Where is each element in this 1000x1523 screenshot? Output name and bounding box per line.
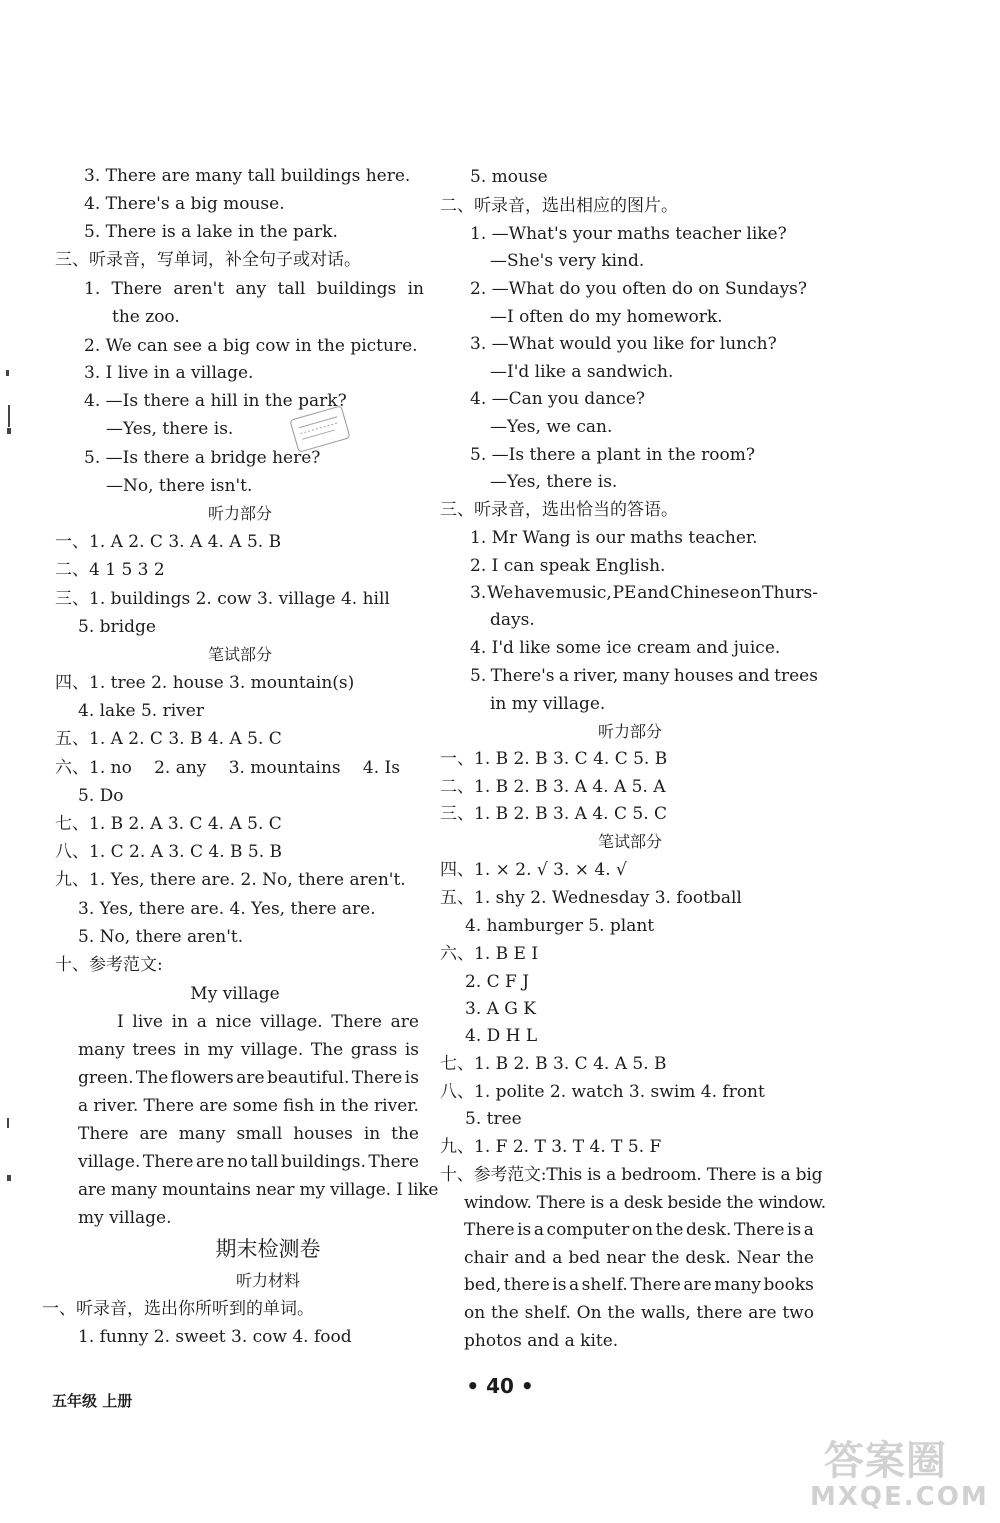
- justified-line: [470, 582, 818, 604]
- edge-mark: [6, 370, 9, 376]
- word: are: [748, 1303, 777, 1323]
- word: on: [631, 1220, 654, 1240]
- word: There: [630, 1275, 681, 1295]
- answer-line: 一、1. B 2. B 3. C 4. C 5. B: [440, 749, 668, 769]
- text-line: days.: [490, 610, 535, 630]
- answer-line: 2. C F J: [465, 972, 530, 992]
- word: 1.: [84, 279, 101, 299]
- word: two: [782, 1303, 814, 1323]
- text-line: 2. I can speak English.: [470, 556, 666, 576]
- answer-line: 5. No, there aren't.: [78, 927, 244, 947]
- word: a: [558, 666, 570, 686]
- answer-line: 一、1. A 2. C 3. A 4. A 5. B: [55, 532, 282, 552]
- section-title: 期末检测卷: [215, 1237, 321, 1261]
- answer-line: 四、1. tree 2. house 3. mountain(s): [55, 673, 355, 693]
- word: There: [351, 1068, 403, 1088]
- word: is: [404, 1040, 419, 1060]
- word: trees: [774, 666, 818, 686]
- answer-line: 3. A G K: [465, 999, 536, 1019]
- justified-line: [464, 1302, 814, 1324]
- answer-line: 七、1. B 2. A 3. C 4. A 5. C: [55, 814, 282, 834]
- grade-label: 五年级 上册: [52, 1392, 133, 1410]
- word: a: [568, 1275, 580, 1295]
- word: no: [226, 1152, 249, 1172]
- word: bed,: [464, 1275, 502, 1295]
- text-line: in my village.: [490, 694, 606, 714]
- word: near: [606, 1248, 646, 1268]
- subsection-heading: 笔试部分: [207, 645, 272, 664]
- word: aren't: [173, 279, 225, 299]
- word: small: [236, 1124, 283, 1144]
- text-line: photos and a kite.: [464, 1331, 619, 1351]
- answer-line: 七、1. B 2. B 3. C 4. A 5. B: [440, 1054, 667, 1074]
- word: village.: [240, 1040, 304, 1060]
- word: is: [552, 1275, 567, 1295]
- justified-line: [78, 1039, 419, 1061]
- word: There: [78, 1124, 129, 1144]
- justified-line: [117, 1011, 419, 1033]
- section-heading: 十、参考范文:: [55, 955, 163, 975]
- word: walls,: [640, 1303, 691, 1323]
- word: the: [786, 1248, 814, 1268]
- answer-line: 六、1. B E I: [440, 944, 539, 964]
- answer-line: 九、1. F 2. T 3. T 4. T 5. F: [440, 1137, 662, 1157]
- word: Thurs-: [762, 583, 818, 603]
- answer-line: 三、1. buildings 2. cow 3. village 4. hill: [55, 589, 390, 609]
- word: a: [533, 1220, 544, 1240]
- subsection-heading: 听力部分: [597, 722, 662, 741]
- word: desk.: [686, 1220, 732, 1240]
- text-line: —She's very kind.: [490, 251, 645, 271]
- justified-line: [78, 1151, 419, 1173]
- word: Chinese: [670, 583, 740, 603]
- word: There: [111, 279, 163, 299]
- word: 5.: [470, 666, 487, 686]
- word: a: [196, 1012, 207, 1032]
- word: river,: [573, 666, 619, 686]
- word: many: [78, 1040, 125, 1060]
- word: a: [803, 1220, 814, 1240]
- text-line: —No, there isn't.: [106, 476, 253, 496]
- word: The: [310, 1040, 344, 1060]
- answer-line: 4. lake 5. river: [78, 701, 204, 721]
- stamp-mark: [289, 405, 350, 453]
- text-line: —Yes, there is.: [106, 419, 234, 439]
- word: shelf.: [524, 1303, 571, 1323]
- word: nice: [215, 1012, 252, 1032]
- word: There's: [490, 666, 555, 686]
- word: beautiful.: [266, 1068, 350, 1088]
- word: on: [740, 583, 762, 603]
- word: 六、1. no: [55, 758, 132, 778]
- answer-line: 二、4 1 5 3 2: [55, 560, 165, 580]
- word: is: [404, 1068, 419, 1088]
- word: There: [143, 1096, 195, 1116]
- word: There: [464, 1220, 515, 1240]
- answer-line: 4. D H L: [465, 1026, 538, 1046]
- section-heading: 三、听录音，选出恰当的答语。: [440, 500, 678, 520]
- justified-line: [55, 757, 400, 779]
- word: trees: [132, 1040, 177, 1060]
- word: is: [787, 1220, 802, 1240]
- word: the: [607, 1303, 636, 1323]
- section-heading: 二、听录音，选出相应的图片。: [440, 196, 678, 216]
- word: in: [363, 1124, 381, 1144]
- word: There: [331, 1012, 382, 1032]
- word: river.: [93, 1096, 139, 1116]
- text-line: —I'd like a sandwich.: [490, 362, 674, 382]
- justified-line: [470, 665, 818, 687]
- answer-line: 4. hamburger 5. plant: [465, 916, 655, 936]
- watermark: [810, 1438, 990, 1518]
- text-line: 2. We can see a big cow in the picture.: [84, 336, 418, 356]
- word: music,: [555, 583, 612, 603]
- word: shelf.: [581, 1275, 628, 1295]
- word: are: [195, 1152, 225, 1172]
- word: Near: [736, 1248, 781, 1268]
- word: and: [514, 1248, 547, 1268]
- word: a: [552, 1248, 563, 1268]
- text-line: window. There is a desk beside the window.: [464, 1193, 826, 1213]
- word: On: [576, 1303, 602, 1323]
- word: in: [407, 279, 424, 299]
- answer-line: 3. Yes, there are. 4. Yes, there are.: [78, 899, 376, 919]
- word: there: [503, 1275, 550, 1295]
- word: the: [490, 1303, 519, 1323]
- answer-line: 5. tree: [465, 1109, 522, 1129]
- justified-line: [84, 278, 424, 300]
- text-line: 4. There's a big mouse.: [84, 194, 285, 214]
- word: There: [368, 1152, 419, 1172]
- answer-line: 八、1. polite 2. watch 3. swim 4. front: [440, 1082, 765, 1102]
- word: in: [319, 1096, 336, 1116]
- word: the: [391, 1124, 419, 1144]
- word: chair: [464, 1248, 509, 1268]
- word: are: [683, 1275, 712, 1295]
- word: the: [655, 1220, 684, 1240]
- word: I: [117, 1012, 124, 1032]
- word: many: [622, 666, 670, 686]
- word: PE: [612, 583, 637, 603]
- word: are: [236, 1068, 265, 1088]
- word: my: [207, 1040, 234, 1060]
- section-heading: 一、听录音，选出你所听到的单词。: [42, 1299, 314, 1319]
- word: buildings.: [280, 1152, 366, 1172]
- text-line: 5. —Is there a plant in the room?: [470, 445, 755, 465]
- word: green.: [78, 1068, 134, 1088]
- word: village.: [260, 1012, 323, 1032]
- word: is: [517, 1220, 532, 1240]
- word: computer: [546, 1220, 630, 1240]
- word: are: [390, 1012, 419, 1032]
- word: have: [514, 583, 555, 603]
- word: on: [464, 1303, 486, 1323]
- text-line: 4. I'd like some ice cream and juice.: [470, 638, 781, 658]
- answer-line: 四、1. × 2. √ 3. × 4. √: [440, 860, 627, 880]
- word: flowers: [170, 1068, 234, 1088]
- word: There: [733, 1220, 785, 1240]
- text-line: 4. —Is there a hill in the park?: [84, 391, 347, 411]
- edge-mark: [8, 405, 10, 427]
- word: desk.: [685, 1248, 731, 1268]
- word: the: [651, 1248, 680, 1268]
- word: there: [696, 1303, 743, 1323]
- text-line: 1. funny 2. sweet 3. cow 4. food: [78, 1327, 352, 1347]
- word: 3.: [470, 583, 487, 603]
- word: 4. Is: [362, 758, 400, 778]
- justified-line: [464, 1219, 814, 1241]
- word: many: [714, 1275, 762, 1295]
- word: are: [139, 1124, 168, 1144]
- answer-line: 九、1. Yes, there are. 2. No, there aren't.: [55, 870, 406, 890]
- watermark-text: 答案圈: [824, 1438, 947, 1484]
- answer-line: 5. Do: [78, 786, 124, 806]
- page-number: • 40 •: [466, 1374, 534, 1398]
- subsection-heading: 听力材料: [235, 1271, 300, 1290]
- word: books: [763, 1275, 814, 1295]
- justified-line: [464, 1274, 814, 1296]
- justified-line: [464, 1247, 814, 1269]
- answer-line: 二、1. B 2. B 3. A 4. A 5. A: [440, 777, 666, 797]
- text-line: —Yes, we can.: [490, 417, 613, 437]
- word: tall: [277, 279, 306, 299]
- text-line: —Yes, there is.: [490, 472, 618, 492]
- justified-line: [78, 1123, 419, 1145]
- text-line: are many mountains near my village. I like: [78, 1180, 439, 1200]
- word: houses: [673, 666, 734, 686]
- subsection-heading: 笔试部分: [597, 832, 662, 851]
- answer-line: 三、1. B 2. B 3. A 4. C 5. C: [440, 804, 668, 824]
- word: any: [235, 279, 267, 299]
- word: in: [183, 1040, 201, 1060]
- word: and: [637, 583, 670, 603]
- word: some: [232, 1096, 278, 1116]
- edge-mark: [7, 1118, 9, 1128]
- word: village.: [78, 1152, 141, 1172]
- justified-line: [78, 1067, 419, 1089]
- text-line: 5. —Is there a bridge here?: [84, 448, 321, 468]
- word: and: [737, 666, 770, 686]
- word: 3. mountains: [228, 758, 341, 778]
- word: the: [340, 1096, 369, 1116]
- section-heading: 三、听录音，写单词，补全句子或对话。: [55, 250, 361, 270]
- word: in: [171, 1012, 189, 1032]
- word: a: [78, 1096, 89, 1116]
- answer-line: 八、1. C 2. A 3. C 4. B 5. B: [55, 842, 283, 862]
- word: many: [178, 1124, 226, 1144]
- word: buildings: [316, 279, 397, 299]
- word: 2. any: [154, 758, 207, 778]
- answer-line: 5. bridge: [78, 617, 156, 637]
- word: bed: [568, 1248, 601, 1268]
- text-line: 5. There is a lake in the park.: [84, 222, 338, 242]
- answer-line: 五、1. A 2. C 3. B 4. A 5. C: [55, 729, 282, 749]
- word: fish: [283, 1096, 315, 1116]
- word: There: [142, 1152, 194, 1172]
- text-line: 1. —What's your maths teacher like?: [470, 224, 787, 244]
- word: The: [135, 1068, 169, 1088]
- justified-line: [78, 1095, 419, 1117]
- edge-mark: [7, 428, 11, 434]
- word: live: [132, 1012, 163, 1032]
- word: tall: [250, 1152, 279, 1172]
- word: grass: [350, 1040, 398, 1060]
- stamp-icon: [291, 406, 350, 451]
- essay-title: My village: [190, 984, 280, 1004]
- word: houses: [293, 1124, 353, 1144]
- text-line: —I often do my homework.: [490, 307, 723, 327]
- answer-line: 五、1. shy 2. Wednesday 3. football: [440, 888, 742, 908]
- text-line: my village.: [78, 1208, 172, 1228]
- text-line: 1. Mr Wang is our maths teacher.: [470, 528, 758, 548]
- text-line: 5. mouse: [470, 167, 548, 187]
- text-line: 2. —What do you often do on Sundays?: [470, 279, 808, 299]
- word: We: [487, 583, 514, 603]
- text-line: the zoo.: [112, 307, 180, 327]
- watermark-url: MXQE.COM: [810, 1482, 989, 1512]
- subsection-heading: 听力部分: [207, 504, 272, 523]
- edge-mark: [7, 1175, 11, 1181]
- text-line: 4. —Can you dance?: [470, 389, 645, 409]
- text-line: 十、参考范文:This is a bedroom. There is a big: [440, 1165, 823, 1185]
- text-line: 3. I live in a village.: [84, 363, 254, 383]
- text-line: 3. —What would you like for lunch?: [470, 334, 777, 354]
- word: are: [199, 1096, 228, 1116]
- word: river.: [374, 1096, 419, 1116]
- text-line: 3. There are many tall buildings here.: [84, 166, 411, 186]
